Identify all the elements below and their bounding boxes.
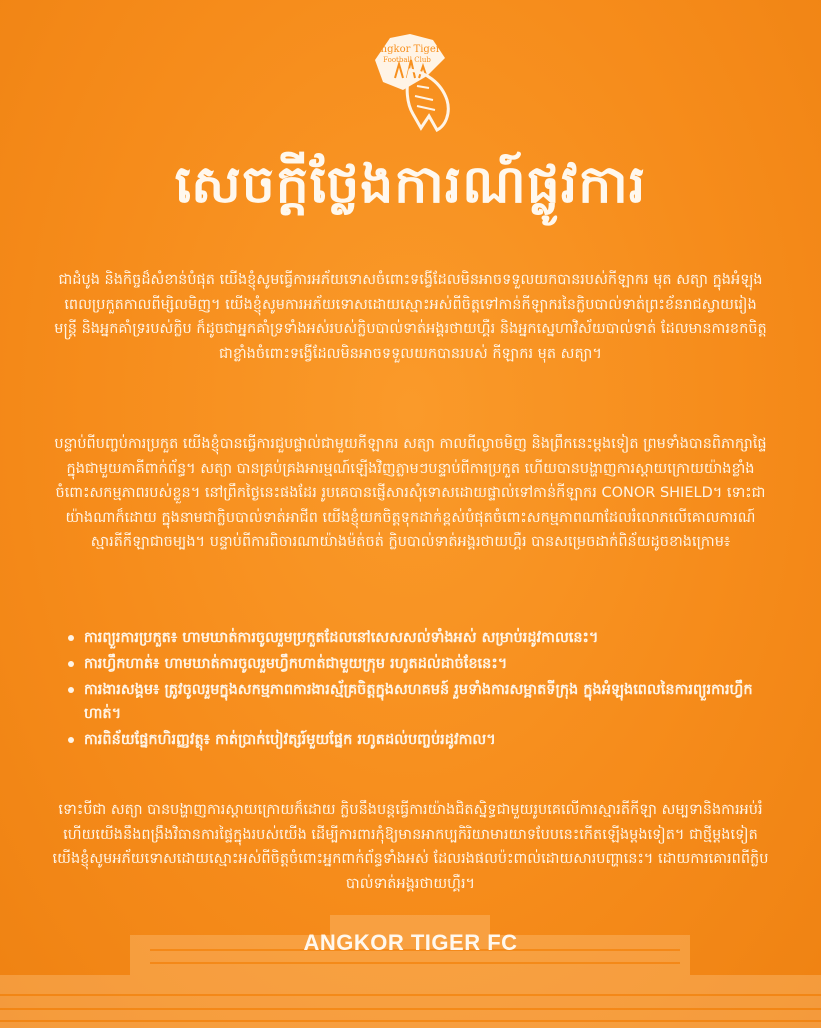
- paragraph-details: បន្ទាប់ពីបញ្ចប់ការប្រកួត យើងខ្ញុំបានធ្វើការជួបផ្ទាល់ជាមួយកីឡាករ សត្យា កាលពីល្ងាចមិញ និងព្រឹកនេះម្តងទៀត ព្រមទាំងបានពិភាក្សាផ្ទៃក្នុងជាមួយភាគីពាក់ព័ន្ធ។ សត្យា បានគ្រប់គ្រងអារម្មណ៍ឡើងវិញភ្លាមៗបន្ទាប់ពីការប្រកួត ហើយបានបង្ហាញការស្តាយក្រោយយ៉ាងខ្លាំងចំពោះសកម្មភាពរបស់ខ្លួន។ នៅព្រឹកថ្ងៃនេះផងដែរ រូបគេបានផ្ញើសារសុំទោសដោយផ្ទាល់ទៅកាន់កីឡាករ CONOR SHIELD។ ទោះជាយ៉ាងណាក៏ដោយ ក្នុងនាមជាក្លិបបាល់ទាត់អាជីព យើងខ្ញុំយកចិត្តទុកដាក់ខ្ពស់បំផុតចំពោះសកម្មភាពណាដែលរំលោភលើគោលការណ៍ស្មារតីកីឡាជាចម្បង។ បន្ទាប់ពីការពិចារណាយ៉ាងម៉ត់ចត់ ក្លិបបាល់ទាត់អង្គរថាយហ្គឺរ បានសម្រេចដាក់ពិន័យដូចខាងក្រោម៖: [54, 436, 767, 550]
- sanction-item: ការងារសង្គម៖ ត្រូវចូលរួមក្នុងសកម្មភាពការងារស្ម័គ្រចិត្តក្នុងសហគមន៍ រួមទាំងការសម្អាតទីក្រុង ក្នុងអំឡុងពេលនៃការព្យួរការហ្វឹកហាត់។: [68, 678, 768, 726]
- statement-title: សេចក្តីថ្លែងការណ៍ផ្លូវការ: [174, 154, 647, 215]
- club-name: ANGKOR TIGER FC: [303, 930, 518, 955]
- sanctions-list: [68, 626, 768, 754]
- stadium-silhouette: [0, 905, 821, 1028]
- club-logo: [355, 30, 465, 135]
- paragraph-closing: ទោះបីជា សត្យា បានបង្ហាញការស្តាយក្រោយក៏ដោយ ក្លិបនឹងបន្តធ្វើការយ៉ាងជិតស្និទ្ធជាមួយរូបគេលើការស្មារតីកីឡា សម្បទានិងការអប់រំ ហើយយើងនឹងពង្រឹងវិធានការផ្ទៃក្នុងរបស់យើង ដើម្បីការពារកុំឱ្យមានអាកប្បកិរិយាមារយាទបែបនេះកើតឡើងម្តងទៀត។ ជាថ្មីម្តងទៀត យើងខ្ញុំសូមអភ័យទោសដោយស្មោះអស់ពីចិត្តចំពោះអ្នកពាក់ព័ន្ធទាំងអស់ ដែលរងផលប៉ះពាល់ដោយសារបញ្ហានេះ។ ដោយការគោរពពីក្លិបបាល់ទាត់អង្គរថាយហ្គឺរ។: [52, 802, 769, 892]
- logo-text-line1: Angkor Tiger: [373, 44, 441, 55]
- sanction-item: ការព្យួរការប្រកួត៖ ហាមឃាត់ការចូលរួមប្រកួតដែលនៅសេសសល់ទាំងអស់ សម្រាប់រដូវកាលនេះ។: [68, 626, 768, 650]
- sanction-item: ការហ្វឹកហាត់៖ ហាមឃាត់ការចូលរួមហ្វឹកហាត់ជាមួយក្រុម រហូតដល់ដាច់ខែនេះ។: [68, 652, 768, 676]
- paragraph-apology: ជាដំបូង និងកិច្ចដ៏សំខាន់បំផុត យើងខ្ញុំសូមធ្វើការអភ័យទោសចំពោះទង្វើដែលមិនអាចទទួលយកបានរបស់កីឡាករ មុត សត្យា ក្នុងអំឡុងពេលប្រកួតកាលពីម្សិលមិញ។ យើងខ្ញុំសូមការអភ័យទោសដោយស្មោះអស់ពីចិត្តទៅកាន់កីឡាករនៃក្លិបបាល់ទាត់ព្រះខ័នរាជស្វាយរៀង មន្ត្រី និងអ្នកគាំទ្ររបស់ក្លិប ក៏ដូចជាអ្នកគាំទ្រទាំងអស់របស់ក្លិបបាល់ទាត់អង្គរថាយហ្គឺរ និងអ្នកស្នេហាវិស័យបាល់ទាត់ ដែលមានការខកចិត្តជាខ្លាំងចំពោះទង្វើដែលមិនអាចទទួលយកបានរបស់ កីឡាករ មុត សត្យា។: [54, 272, 767, 362]
- logo-text-line2: Football Club: [383, 56, 431, 64]
- sanction-item: ការពិន័យផ្នែកហិរញ្ញវត្ថុ៖ កាត់ប្រាក់បៀវត្សរ៍មួយផ្នែក រហូតដល់បញ្ចប់រដូវកាល។: [68, 728, 768, 752]
